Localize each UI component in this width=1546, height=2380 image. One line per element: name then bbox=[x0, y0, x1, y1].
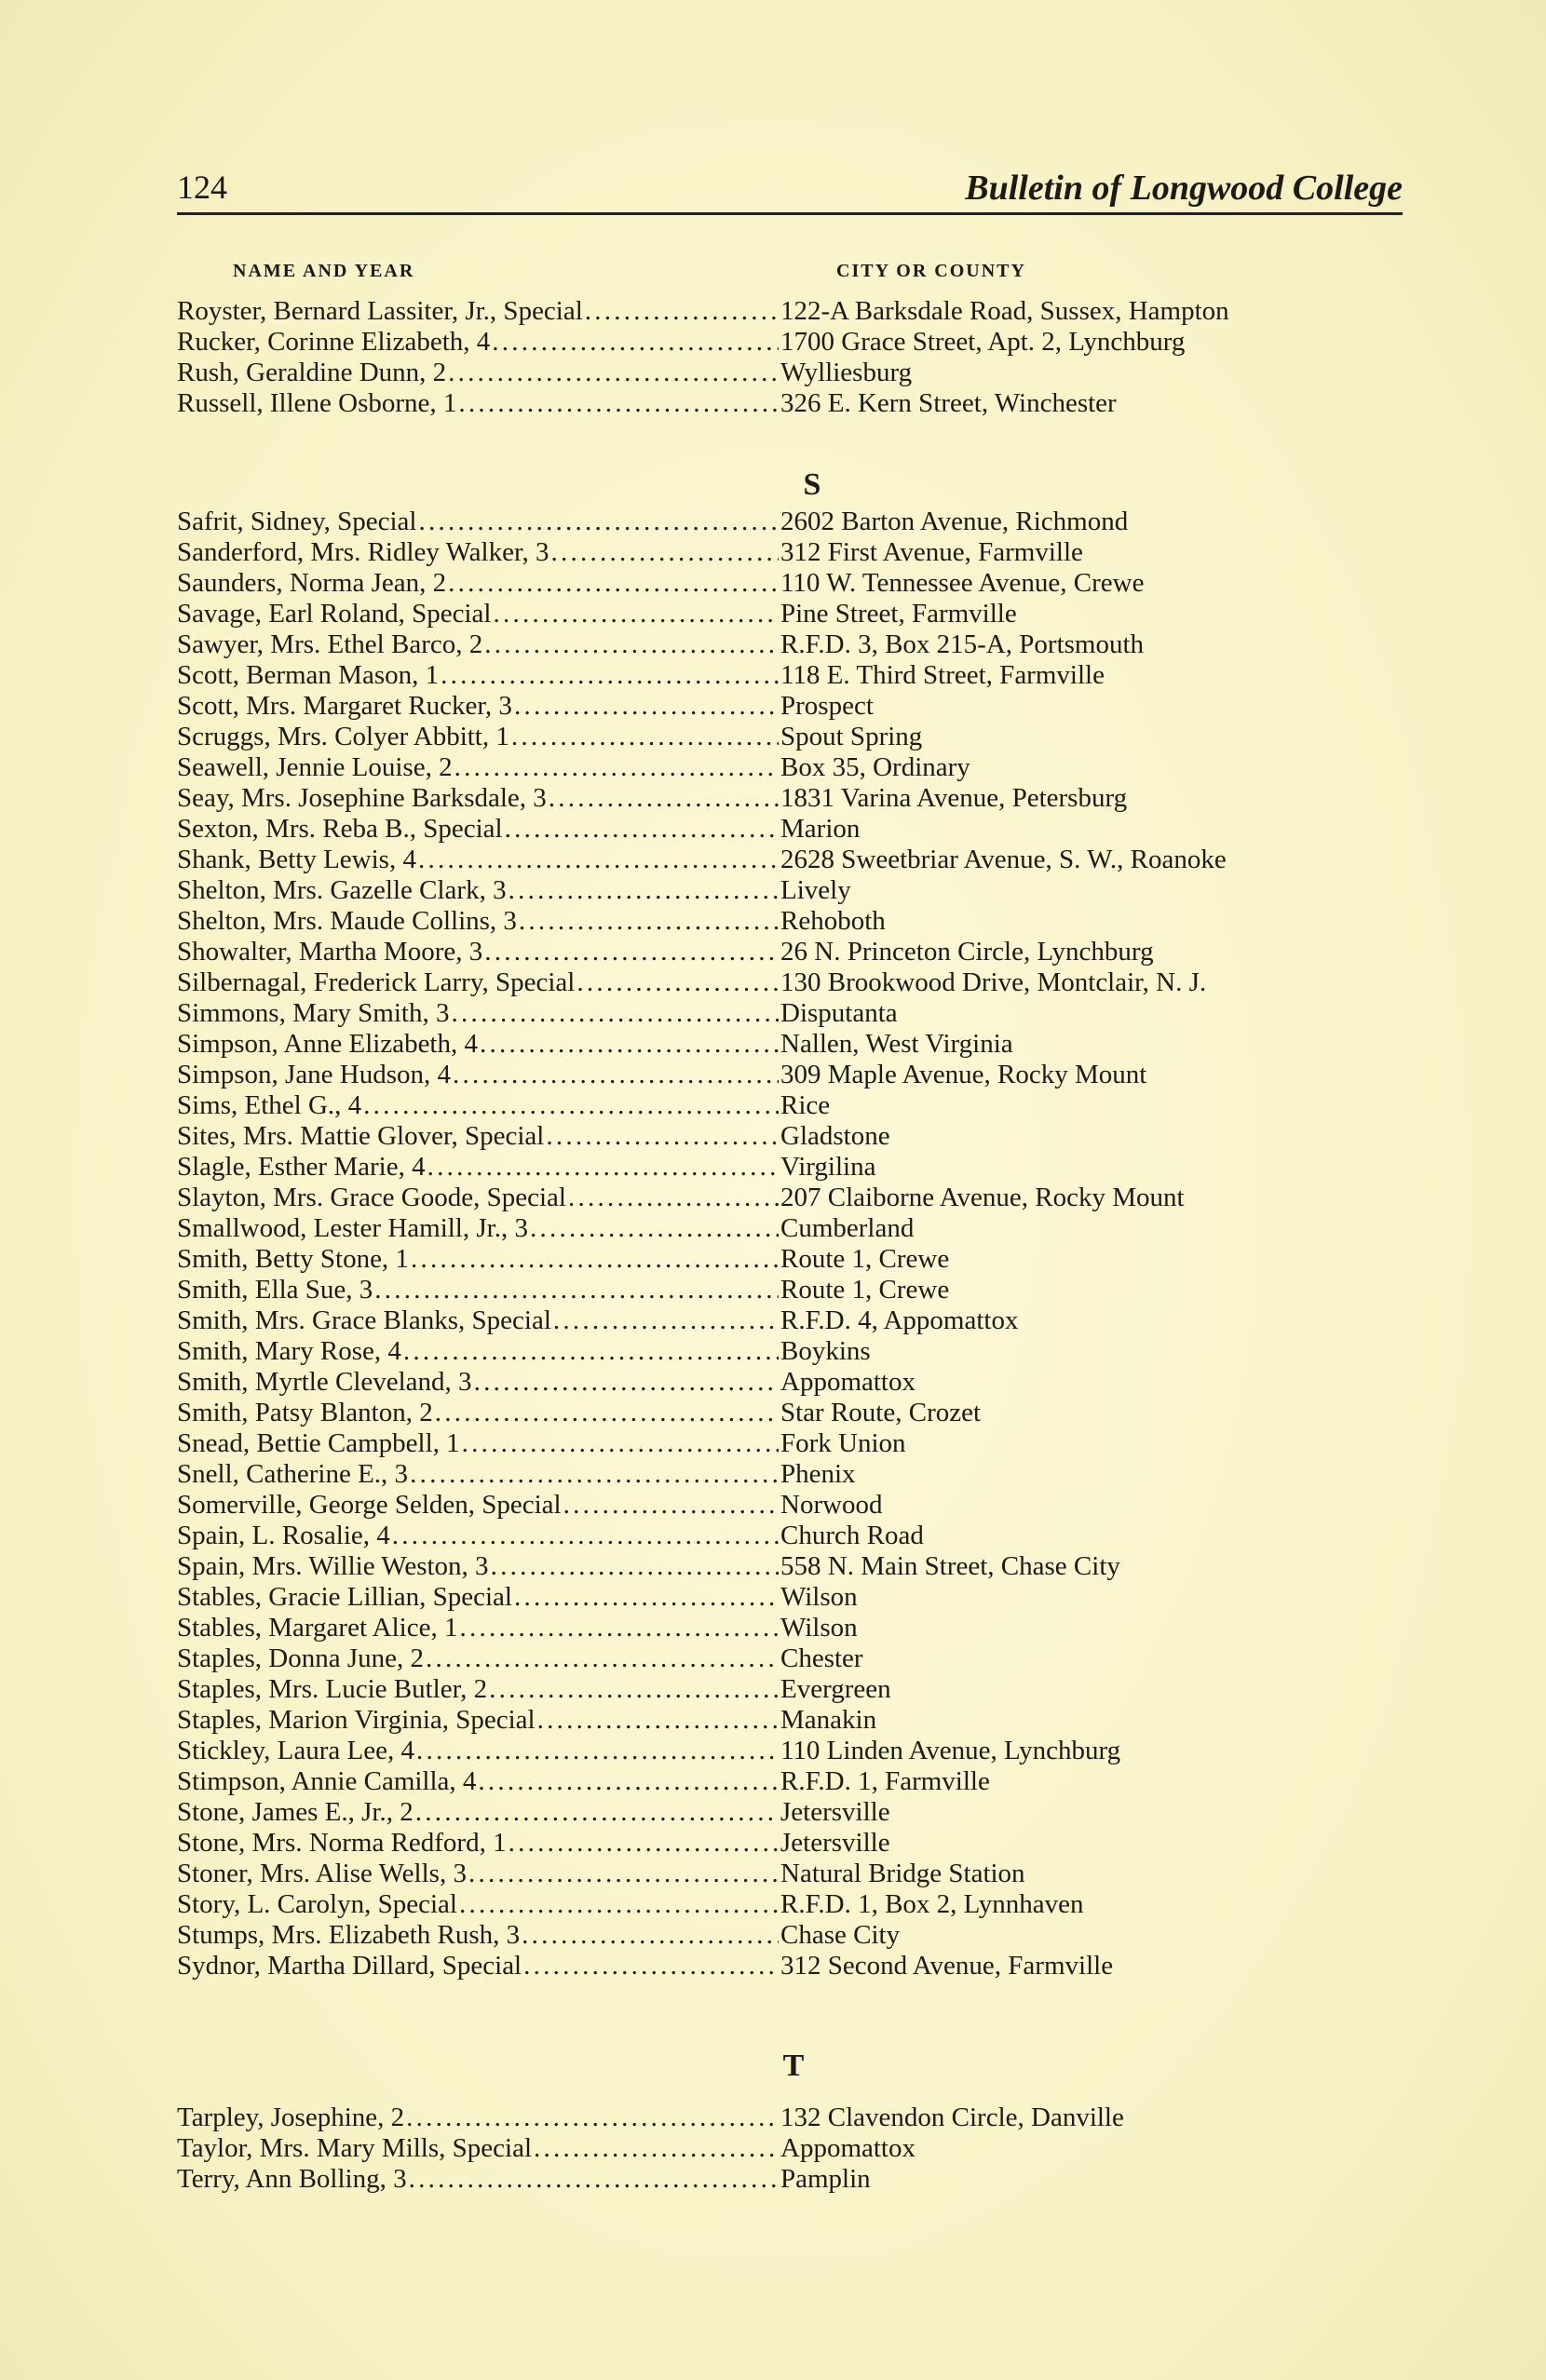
student-name: Royster, Bernard Lassiter, Jr., Special bbox=[177, 296, 583, 326]
student-address: 26 N. Princeton Circle, Lynchburg bbox=[780, 937, 1154, 967]
student-name: Simpson, Anne Elizabeth, 4 bbox=[177, 1029, 478, 1059]
student-name: Stone, Mrs. Norma Redford, 1 bbox=[177, 1828, 507, 1858]
running-title: Bulletin of Longwood College bbox=[965, 169, 1403, 208]
student-name: Snell, Catherine E., 3 bbox=[177, 1459, 409, 1489]
student-name: Scott, Berman Mason, 1 bbox=[177, 660, 440, 690]
student-address: Marion bbox=[780, 814, 861, 844]
student-name: Sawyer, Mrs. Ethel Barco, 2 bbox=[177, 629, 483, 659]
entry-name-column bbox=[177, 1551, 780, 1582]
student-address: 312 Second Avenue, Farmville bbox=[780, 1951, 1114, 1981]
student-name: Smallwood, Lester Hamill, Jr., 3 bbox=[177, 1213, 528, 1243]
dot-leader bbox=[484, 937, 779, 967]
student-address: Spout Spring bbox=[780, 722, 923, 751]
list-item bbox=[177, 1582, 1425, 1613]
dot-leader bbox=[459, 1889, 779, 1920]
student-name: Spain, L. Rosalie, 4 bbox=[177, 1521, 390, 1550]
dot-leader bbox=[418, 507, 779, 537]
list-item bbox=[177, 1367, 1425, 1398]
page-header bbox=[177, 160, 1403, 215]
list-item bbox=[177, 568, 1425, 599]
list-item bbox=[177, 1213, 1425, 1244]
list-item bbox=[177, 1859, 1425, 1889]
dot-leader bbox=[459, 1613, 779, 1643]
dot-leader bbox=[462, 1428, 779, 1459]
student-name: Rucker, Corinne Elizabeth, 4 bbox=[177, 327, 491, 357]
student-address: 558 N. Main Street, Chase City bbox=[780, 1551, 1120, 1581]
student-name: Simpson, Jane Hudson, 4 bbox=[177, 1060, 452, 1089]
entry-name-column bbox=[177, 1920, 780, 1951]
entry-name-column bbox=[177, 1859, 780, 1889]
dot-leader bbox=[534, 2133, 779, 2164]
student-name: Safrit, Sidney, Special bbox=[177, 507, 417, 536]
entry-name-column bbox=[177, 327, 780, 358]
list-item bbox=[177, 937, 1425, 967]
student-address: Wilson bbox=[780, 1582, 858, 1612]
section-letter-t: T bbox=[782, 2049, 805, 2083]
student-address: 207 Claiborne Avenue, Rocky Mount bbox=[780, 1183, 1185, 1212]
list-item bbox=[177, 1490, 1425, 1521]
student-address: Virgilina bbox=[780, 1152, 876, 1182]
student-name: Shelton, Mrs. Maude Collins, 3 bbox=[177, 906, 517, 936]
student-address: R.F.D. 1, Farmville bbox=[780, 1766, 990, 1796]
student-address: Lively bbox=[780, 875, 851, 905]
list-item bbox=[177, 1613, 1425, 1643]
dot-leader bbox=[409, 2164, 779, 2195]
entry-name-column bbox=[177, 1367, 780, 1398]
entry-name-column bbox=[177, 1951, 780, 1981]
entry-name-column bbox=[177, 568, 780, 599]
student-name: Silbernagal, Frederick Larry, Special bbox=[177, 967, 576, 997]
dot-leader bbox=[468, 1859, 779, 1889]
entry-name-column bbox=[177, 1613, 780, 1643]
student-address: Rice bbox=[780, 1090, 831, 1120]
entry-name-column bbox=[177, 1674, 780, 1705]
student-address: 110 Linden Avenue, Lynchburg bbox=[780, 1736, 1121, 1765]
dot-leader bbox=[458, 388, 779, 419]
list-item bbox=[177, 1152, 1425, 1183]
list-item bbox=[177, 845, 1425, 875]
list-item bbox=[177, 752, 1425, 783]
dot-leader bbox=[550, 537, 779, 568]
dot-leader bbox=[519, 906, 779, 937]
student-name: Scott, Mrs. Margaret Rucker, 3 bbox=[177, 691, 512, 721]
student-address: Chase City bbox=[780, 1920, 901, 1950]
list-item bbox=[177, 1336, 1425, 1367]
dot-leader bbox=[474, 1367, 779, 1398]
student-address: 1831 Varina Avenue, Petersburg bbox=[780, 783, 1128, 813]
list-item bbox=[177, 906, 1425, 937]
list-item bbox=[177, 1121, 1425, 1152]
dot-leader bbox=[392, 1521, 779, 1551]
dot-leader bbox=[410, 1459, 779, 1490]
dot-leader bbox=[514, 691, 779, 722]
entry-name-column bbox=[177, 1398, 780, 1428]
student-address: Disputanta bbox=[780, 998, 898, 1028]
list-item bbox=[177, 1428, 1425, 1459]
list-item bbox=[177, 660, 1425, 691]
student-address: Jetersville bbox=[780, 1828, 890, 1858]
entry-name-column bbox=[177, 906, 780, 937]
student-name: Seay, Mrs. Josephine Barksdale, 3 bbox=[177, 783, 547, 813]
student-name: Simmons, Mary Smith, 3 bbox=[177, 998, 450, 1028]
student-name: Rush, Geraldine Dunn, 2 bbox=[177, 358, 447, 387]
student-address: Prospect bbox=[780, 691, 874, 721]
entry-name-column bbox=[177, 1459, 780, 1490]
entry-name-column bbox=[177, 691, 780, 722]
entry-name-column bbox=[177, 1582, 780, 1613]
student-address: Route 1, Crewe bbox=[780, 1244, 950, 1274]
list-item bbox=[177, 1828, 1425, 1859]
list-item bbox=[177, 537, 1425, 568]
entry-name-column bbox=[177, 1705, 780, 1736]
list-item bbox=[177, 1090, 1425, 1121]
entry-name-column bbox=[177, 1797, 780, 1828]
student-address: Wylliesburg bbox=[780, 358, 913, 387]
list-item bbox=[177, 691, 1425, 722]
student-name: Tarpley, Josephine, 2 bbox=[177, 2103, 405, 2132]
dot-leader bbox=[505, 814, 779, 845]
entry-name-column bbox=[177, 1828, 780, 1859]
list-item bbox=[177, 1736, 1425, 1766]
student-address: Pine Street, Farmville bbox=[780, 599, 1017, 629]
student-address: Natural Bridge Station bbox=[780, 1859, 1025, 1888]
dot-leader bbox=[478, 1766, 779, 1797]
dot-leader bbox=[576, 967, 779, 998]
student-name: Stimpson, Annie Camilla, 4 bbox=[177, 1766, 477, 1796]
entry-name-column bbox=[177, 967, 780, 998]
section-letter-s: S bbox=[803, 467, 821, 502]
dot-leader bbox=[451, 998, 779, 1029]
dot-leader bbox=[549, 783, 779, 814]
dot-leader bbox=[426, 1643, 779, 1674]
dot-leader bbox=[441, 660, 779, 691]
student-name: Terry, Ann Bolling, 3 bbox=[177, 2164, 407, 2194]
entry-name-column bbox=[177, 1213, 780, 1244]
student-name: Smith, Ella Sue, 3 bbox=[177, 1275, 373, 1305]
student-address: Cumberland bbox=[780, 1213, 915, 1243]
student-address: Wilson bbox=[780, 1613, 858, 1643]
entry-name-column bbox=[177, 507, 780, 537]
list-item bbox=[177, 1244, 1425, 1275]
student-name: Sanderford, Mrs. Ridley Walker, 3 bbox=[177, 537, 549, 567]
entry-name-column bbox=[177, 722, 780, 752]
student-name: Smith, Mary Rose, 4 bbox=[177, 1336, 401, 1366]
list-item bbox=[177, 814, 1425, 845]
entry-name-column bbox=[177, 629, 780, 660]
dot-leader bbox=[448, 568, 779, 599]
student-address: 2628 Sweetbriar Avenue, S. W., Roanoke bbox=[780, 845, 1227, 874]
entry-name-column bbox=[177, 388, 780, 419]
dot-leader bbox=[453, 1060, 779, 1090]
student-address: 110 W. Tennessee Avenue, Crewe bbox=[780, 568, 1145, 598]
entry-name-column bbox=[177, 1736, 780, 1766]
student-name: Seawell, Jennie Louise, 2 bbox=[177, 752, 453, 782]
entry-list-r bbox=[177, 296, 1425, 419]
student-name: Smith, Mrs. Grace Blanks, Special bbox=[177, 1305, 551, 1335]
list-item bbox=[177, 2164, 1425, 2195]
dot-leader bbox=[509, 875, 779, 906]
entry-name-column bbox=[177, 1521, 780, 1551]
list-item bbox=[177, 388, 1425, 419]
student-address: Jetersville bbox=[780, 1797, 890, 1827]
student-name: Stumps, Mrs. Elizabeth Rush, 3 bbox=[177, 1920, 521, 1950]
entry-name-column bbox=[177, 1889, 780, 1920]
dot-leader bbox=[435, 1398, 779, 1428]
dot-leader bbox=[546, 1121, 779, 1152]
column-header-place: CITY OR COUNTY bbox=[836, 261, 1026, 281]
student-name: Stoner, Mrs. Alise Wells, 3 bbox=[177, 1859, 467, 1888]
student-address: Phenix bbox=[780, 1459, 856, 1489]
student-name: Slayton, Mrs. Grace Goode, Special bbox=[177, 1183, 566, 1212]
dot-leader bbox=[427, 1152, 779, 1183]
entry-name-column bbox=[177, 1152, 780, 1183]
dot-leader bbox=[416, 1736, 779, 1766]
list-item bbox=[177, 1797, 1425, 1828]
dot-leader bbox=[484, 629, 779, 660]
student-name: Sydnor, Martha Dillard, Special bbox=[177, 1951, 522, 1981]
student-address: 132 Clavendon Circle, Danville bbox=[780, 2103, 1124, 2132]
list-item bbox=[177, 1766, 1425, 1797]
student-name: Sims, Ethel G., 4 bbox=[177, 1090, 362, 1120]
student-address: R.F.D. 1, Box 2, Lynnhaven bbox=[780, 1889, 1084, 1919]
entry-name-column bbox=[177, 2103, 780, 2133]
dot-leader bbox=[448, 358, 779, 388]
entry-name-column bbox=[177, 2133, 780, 2164]
entry-name-column bbox=[177, 875, 780, 906]
list-item bbox=[177, 358, 1425, 388]
list-item bbox=[177, 1705, 1425, 1736]
student-name: Smith, Patsy Blanton, 2 bbox=[177, 1398, 433, 1427]
student-name: Sexton, Mrs. Reba B., Special bbox=[177, 814, 503, 844]
student-name: Snead, Bettie Campbell, 1 bbox=[177, 1428, 460, 1458]
student-name: Stables, Gracie Lillian, Special bbox=[177, 1582, 512, 1612]
student-address: 309 Maple Avenue, Rocky Mount bbox=[780, 1060, 1147, 1089]
entry-name-column bbox=[177, 783, 780, 814]
student-name: Scruggs, Mrs. Colyer Abbitt, 1 bbox=[177, 722, 509, 751]
list-item bbox=[177, 507, 1425, 537]
student-name: Staples, Donna June, 2 bbox=[177, 1643, 424, 1673]
entry-name-column bbox=[177, 1305, 780, 1336]
dot-leader bbox=[568, 1183, 779, 1213]
entry-name-column bbox=[177, 937, 780, 967]
student-name: Smith, Myrtle Cleveland, 3 bbox=[177, 1367, 472, 1397]
dot-leader bbox=[537, 1705, 779, 1736]
list-item bbox=[177, 1551, 1425, 1582]
dot-leader bbox=[489, 1674, 779, 1705]
list-item bbox=[177, 967, 1425, 998]
entry-name-column bbox=[177, 1428, 780, 1459]
entry-name-column bbox=[177, 1336, 780, 1367]
student-name: Smith, Betty Stone, 1 bbox=[177, 1244, 409, 1274]
entry-name-column bbox=[177, 1643, 780, 1674]
list-item bbox=[177, 1889, 1425, 1920]
entry-name-column bbox=[177, 998, 780, 1029]
student-address: 1700 Grace Street, Apt. 2, Lynchburg bbox=[780, 327, 1186, 357]
dot-leader bbox=[411, 1244, 779, 1275]
entry-name-column bbox=[177, 660, 780, 691]
student-name: Stickley, Laura Lee, 4 bbox=[177, 1736, 414, 1765]
entry-name-column bbox=[177, 1275, 780, 1305]
list-item bbox=[177, 2133, 1425, 2164]
student-name: Story, L. Carolyn, Special bbox=[177, 1889, 457, 1919]
entry-name-column bbox=[177, 1183, 780, 1213]
student-address: Gladstone bbox=[780, 1121, 890, 1151]
student-name: Stone, James E., Jr., 2 bbox=[177, 1797, 414, 1827]
entry-name-column bbox=[177, 752, 780, 783]
entry-name-column bbox=[177, 599, 780, 629]
student-address: R.F.D. 4, Appomattox bbox=[780, 1305, 1019, 1335]
student-name: Somerville, George Selden, Special bbox=[177, 1490, 562, 1520]
list-item bbox=[177, 722, 1425, 752]
dot-leader bbox=[530, 1213, 779, 1244]
dot-leader bbox=[493, 599, 779, 629]
entry-name-column bbox=[177, 296, 780, 327]
entry-name-column bbox=[177, 845, 780, 875]
student-address: Chester bbox=[780, 1643, 863, 1673]
student-address: Pamplin bbox=[780, 2164, 871, 2194]
list-item bbox=[177, 1060, 1425, 1090]
dot-leader bbox=[491, 1551, 779, 1582]
dot-leader bbox=[363, 1090, 779, 1121]
list-item bbox=[177, 2103, 1425, 2133]
entry-name-column bbox=[177, 1121, 780, 1152]
list-item bbox=[177, 1951, 1425, 1981]
list-item bbox=[177, 1674, 1425, 1705]
student-address: 326 E. Kern Street, Winchester bbox=[780, 388, 1117, 418]
student-address: R.F.D. 3, Box 215-A, Portsmouth bbox=[780, 629, 1145, 659]
dot-leader bbox=[418, 845, 779, 875]
entry-name-column bbox=[177, 1090, 780, 1121]
student-address: Route 1, Crewe bbox=[780, 1275, 950, 1305]
list-item bbox=[177, 629, 1425, 660]
dot-leader bbox=[511, 722, 779, 752]
entry-name-column bbox=[177, 1244, 780, 1275]
student-name: Spain, Mrs. Willie Weston, 3 bbox=[177, 1551, 489, 1581]
list-item bbox=[177, 599, 1425, 629]
list-item bbox=[177, 1459, 1425, 1490]
student-address: 312 First Avenue, Farmville bbox=[780, 537, 1083, 567]
student-name: Saunders, Norma Jean, 2 bbox=[177, 568, 447, 598]
student-address: 122-A Barksdale Road, Sussex, Hampton bbox=[780, 296, 1229, 326]
student-name: Sites, Mrs. Mattie Glover, Special bbox=[177, 1121, 545, 1151]
student-address: Star Route, Crozet bbox=[780, 1398, 982, 1427]
list-item bbox=[177, 1183, 1425, 1213]
student-address: Evergreen bbox=[780, 1674, 891, 1704]
dot-leader bbox=[509, 1828, 779, 1859]
entry-name-column bbox=[177, 1766, 780, 1797]
student-address: 118 E. Third Street, Farmville bbox=[780, 660, 1105, 690]
student-address: 130 Brookwood Drive, Montclair, N. J. bbox=[780, 967, 1207, 997]
dot-leader bbox=[514, 1582, 779, 1613]
student-name: Staples, Marion Virginia, Special bbox=[177, 1705, 536, 1735]
student-name: Showalter, Martha Moore, 3 bbox=[177, 937, 483, 967]
student-address: Appomattox bbox=[780, 2133, 915, 2163]
dot-leader bbox=[585, 296, 779, 327]
dot-leader bbox=[492, 327, 779, 358]
student-address: Fork Union bbox=[780, 1428, 906, 1458]
column-header-name: NAME AND YEAR bbox=[233, 261, 415, 281]
list-item bbox=[177, 1920, 1425, 1951]
list-item bbox=[177, 875, 1425, 906]
student-name: Savage, Earl Roland, Special bbox=[177, 599, 492, 629]
dot-leader bbox=[523, 1951, 779, 1981]
entry-name-column bbox=[177, 1060, 780, 1090]
dot-leader bbox=[374, 1275, 779, 1305]
student-name: Russell, Illene Osborne, 1 bbox=[177, 388, 457, 418]
dot-leader bbox=[454, 752, 779, 783]
list-item bbox=[177, 783, 1425, 814]
student-address: Manakin bbox=[780, 1705, 877, 1735]
student-name: Staples, Mrs. Lucie Butler, 2 bbox=[177, 1674, 488, 1704]
student-address: Box 35, Ordinary bbox=[780, 752, 970, 782]
entry-list-s bbox=[177, 507, 1425, 1981]
entry-name-column bbox=[177, 2164, 780, 2195]
list-item bbox=[177, 1521, 1425, 1551]
list-item bbox=[177, 296, 1425, 327]
student-address: Boykins bbox=[780, 1336, 871, 1366]
dot-leader bbox=[480, 1029, 779, 1060]
student-address: Nallen, West Virginia bbox=[780, 1029, 1013, 1059]
entry-name-column bbox=[177, 537, 780, 568]
student-address: Church Road bbox=[780, 1521, 924, 1550]
student-address: 2602 Barton Avenue, Richmond bbox=[780, 507, 1129, 536]
page-number: 124 bbox=[177, 169, 227, 206]
list-item bbox=[177, 327, 1425, 358]
student-name: Stables, Margaret Alice, 1 bbox=[177, 1613, 458, 1643]
dot-leader bbox=[415, 1797, 779, 1828]
list-item bbox=[177, 1029, 1425, 1060]
student-address: Norwood bbox=[780, 1490, 883, 1520]
dot-leader bbox=[553, 1305, 779, 1336]
list-item bbox=[177, 1398, 1425, 1428]
entry-name-column bbox=[177, 1029, 780, 1060]
student-name: Taylor, Mrs. Mary Mills, Special bbox=[177, 2133, 533, 2163]
entry-name-column bbox=[177, 814, 780, 845]
dot-leader bbox=[563, 1490, 779, 1521]
student-name: Shelton, Mrs. Gazelle Clark, 3 bbox=[177, 875, 507, 905]
list-item bbox=[177, 1275, 1425, 1305]
column-headers bbox=[177, 261, 1403, 289]
dot-leader bbox=[403, 1336, 779, 1367]
list-item bbox=[177, 998, 1425, 1029]
student-address: Appomattox bbox=[780, 1367, 915, 1397]
list-item bbox=[177, 1305, 1425, 1336]
entry-list-t bbox=[177, 2103, 1425, 2195]
entry-name-column bbox=[177, 358, 780, 388]
student-address: Rehoboth bbox=[780, 906, 886, 936]
dot-leader bbox=[406, 2103, 779, 2133]
student-name: Slagle, Esther Marie, 4 bbox=[177, 1152, 426, 1182]
list-item bbox=[177, 1643, 1425, 1674]
dot-leader bbox=[522, 1920, 779, 1951]
entry-name-column bbox=[177, 1490, 780, 1521]
student-name: Shank, Betty Lewis, 4 bbox=[177, 845, 416, 874]
